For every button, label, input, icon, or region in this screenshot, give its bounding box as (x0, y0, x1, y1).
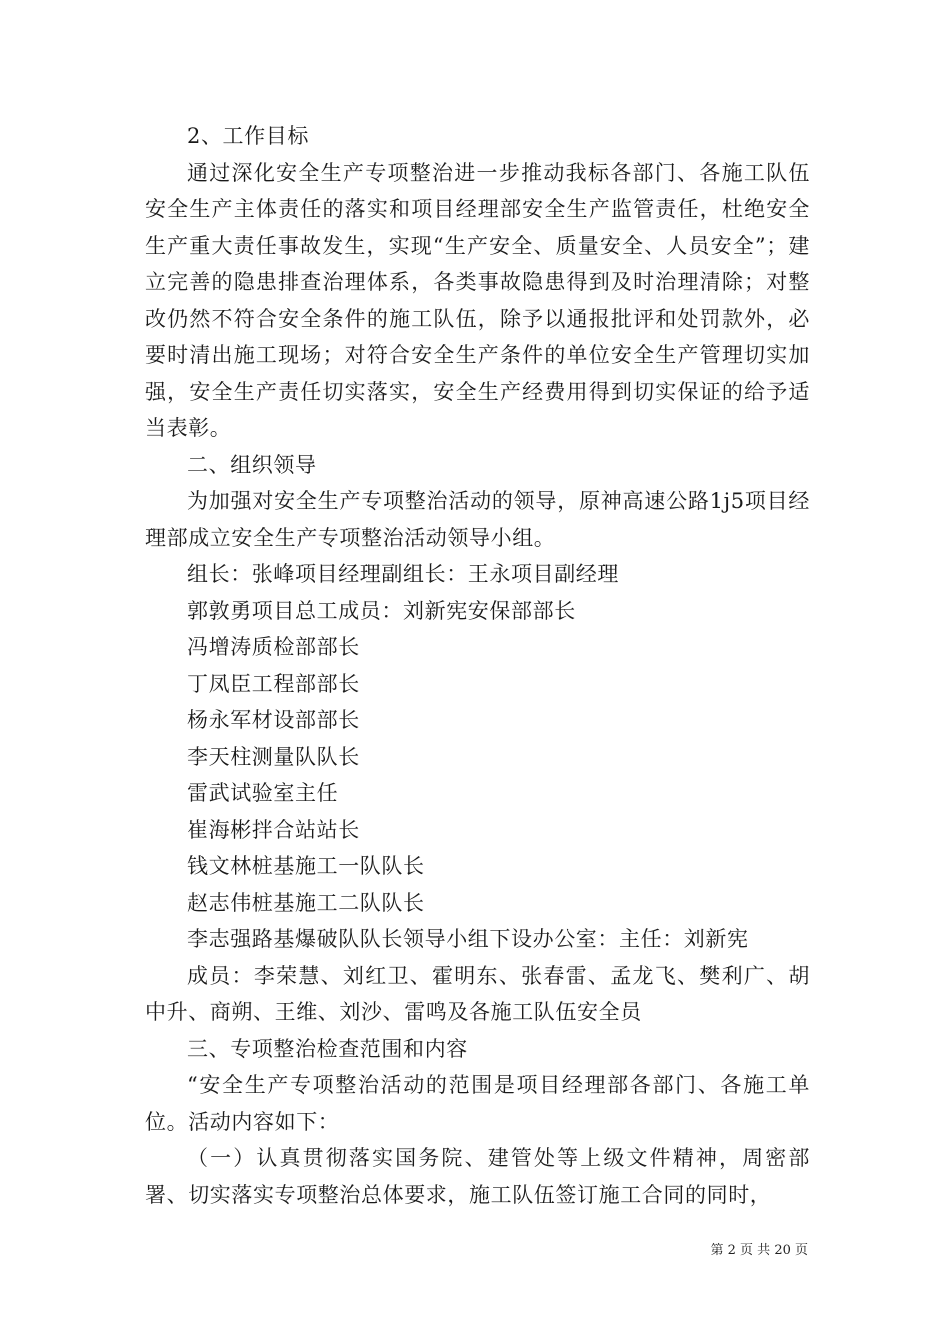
page-number-footer: 第 2 页 共 20 页 (710, 1243, 808, 1258)
office-members-paragraph: 成员：李荣慧、刘红卫、霍明东、张春雷、孟龙飞、樊利广、胡中升、商朔、王维、刘沙、雷鸣及各施工队伍安全员 (145, 963, 810, 1024)
member-line: 李志强路基爆破队队长领导小组下设办公室：主任：刘新宪 (187, 927, 749, 951)
member-line: 组长：张峰项目经理副组长：王永项目副经理 (187, 562, 619, 586)
member-line: 杨永军材设部部长 (187, 708, 360, 732)
paragraph-scope: “安全生产专项整治活动的范围是项目经理部各部门、各施工单位。活动内容如下： (145, 1073, 810, 1134)
member-line: 钱文林桩基施工一队队长 (187, 854, 425, 878)
member-line: 郭敦勇项目总工成员：刘新宪安保部部长 (187, 598, 576, 623)
section-heading-work-goal: 2、工作目标 (187, 124, 309, 148)
member-line: 赵志伟桩基施工二队队长 (187, 890, 425, 915)
paragraph-work-goal: 通过深化安全生产专项整治进一步推动我标各部门、各施工队伍安全生产主体责任的落实和项目经理部安全生产监管责任，杜绝安全生产重大责任事故发生，实现“生产安全、质量安全、人员安全”；建立完善的隐患排查治理体系，各类事故隐患得到及时治理清除；对整改仍然不符合安全条件的施工队伍，除予以通报批评和处罚款外，必要时清出施工现场；对符合安全生产条件的单位安全生产管理切实加强，安全生产责任切实落实，安全生产经费用得到切实保证的给予适当表彰。 (145, 160, 810, 440)
paragraph-item-one: （一）认真贯彻落实国务院、建管处等上级文件精神，周密部署、切实落实专项整治总体要求，施工队伍签订施工合同的同时， (145, 1146, 810, 1207)
member-line: 丁凤臣工程部部长 (187, 671, 360, 696)
paragraph-organization-intro: 为加强对安全生产专项整治活动的领导，原神高速公路1j5项目经理部成立安全生产专项整治活动领导小组。 (145, 489, 810, 550)
member-line: 李天柱测量队队长 (187, 744, 360, 769)
member-line: 雷武试验室主任 (187, 781, 339, 805)
section-heading-scope: 三、专项整治检查范围和内容 (187, 1036, 468, 1061)
section-heading-organization: 二、组织领导 (187, 452, 317, 477)
member-line: 冯增涛质检部部长 (187, 635, 360, 659)
member-line: 崔海彬拌合站站长 (187, 817, 360, 842)
document-body (145, 118, 810, 1213)
